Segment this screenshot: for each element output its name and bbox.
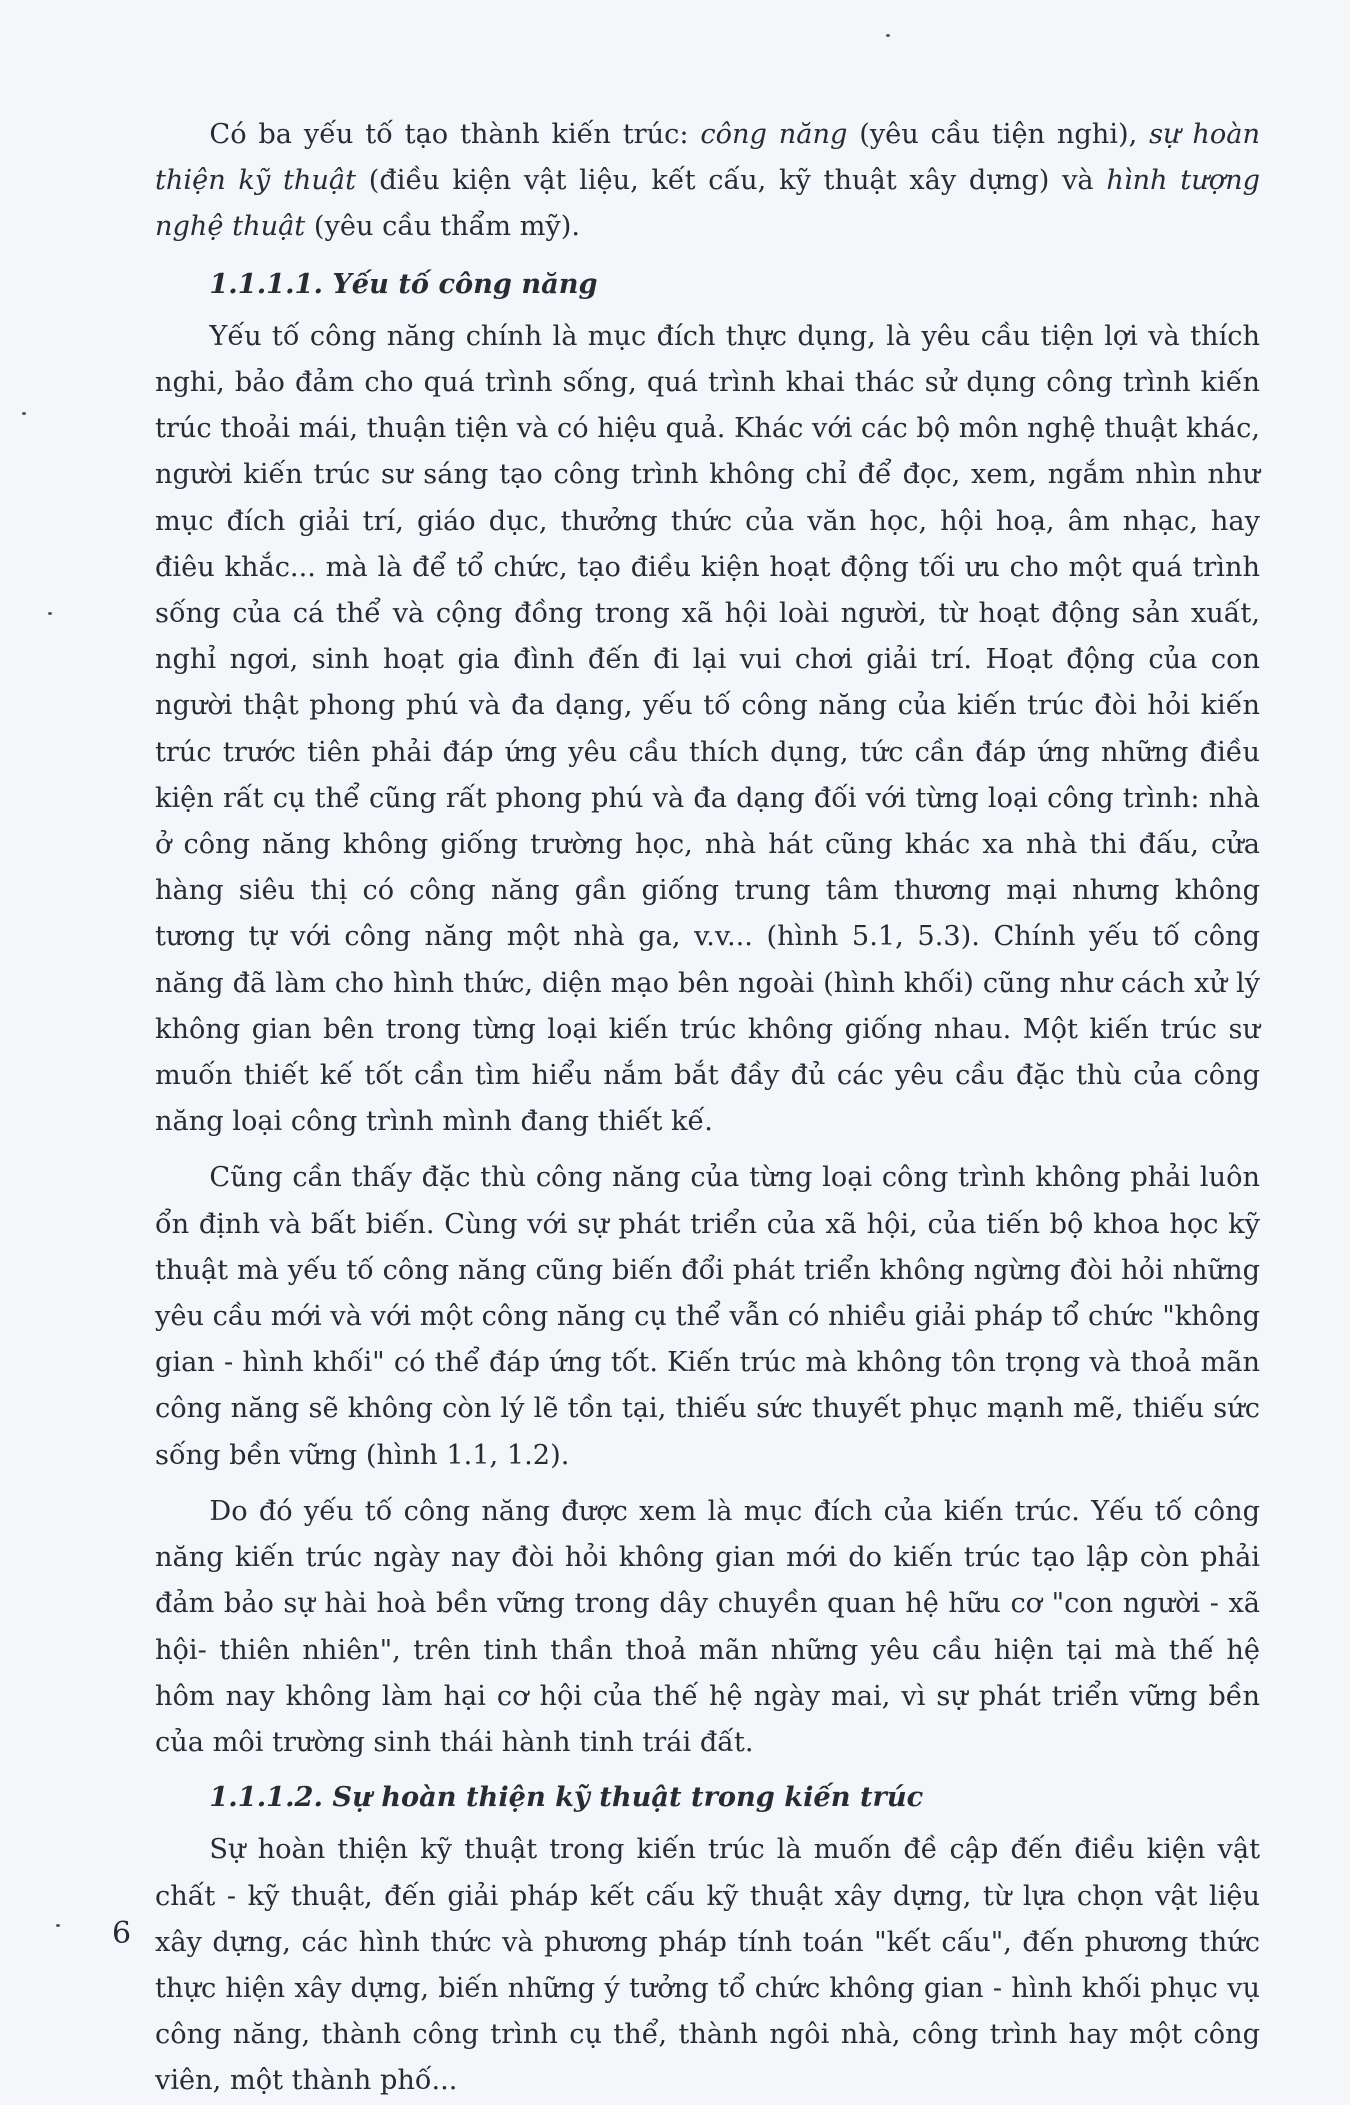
intro-paragraph xyxy=(155,112,1260,251)
function-paragraph-3: Do đó yếu tố công năng được xem là mục đích của kiến trúc. Yếu tố công năng kiến trúc ngày nay đòi hỏi không gian mới do kiến trúc tạo lập còn phải đảm bảo sự hài hoà bền vững trong dây chuyền quan hệ hữu cơ "con người - xã hội- thiên nhiên", trên tinh thần thoả mãn những yêu cầu hiện tại mà thế hệ hôm nay không làm hại cơ hội của thế hệ ngày mai, vì sự phát triển vững bền của môi trường sinh thái hành tinh trái đất. xyxy=(155,1495,1260,1758)
section-heading-function: 1.1.1.1. Yếu tố công năng xyxy=(209,267,598,300)
scan-speck-top xyxy=(886,34,890,37)
intro-term-artistic-image: hình tượng nghệ thuật xyxy=(155,165,1260,243)
page-body xyxy=(155,0,1260,2105)
intro-text-3: (điều kiện vật liệu, kết cấu, kỹ thuật xây dựng) và xyxy=(356,165,1107,197)
intro-text-1: Có ba yếu tố tạo thành kiến trúc: xyxy=(209,119,701,150)
function-paragraph-2: Cũng cần thấy đặc thù công năng của từng loại công trình không phải luôn ổn định và bất biến. Cùng với sự phát triển của xã hội, của tiến bộ khoa học kỹ thuật mà yếu tố công năng cũng biến đổi phát triển không ngừng đòi hỏi những yêu cầu mới và với một công năng cụ thể vẫn có nhiều giải pháp tổ chức "không gian - hình khối" có thể đáp ứng tốt. Kiến trúc mà không tôn trọng và thoả mãn công năng sẽ không còn lý lẽ tồn tại, thiếu sức thuyết phục mạnh mẽ, thiếu sức sống bền vững (hình 1.1, 1.2). xyxy=(155,1162,1260,1471)
intro-text-4: (yêu cầu thẩm mỹ). xyxy=(305,211,581,243)
intro-term-function: công năng xyxy=(700,119,848,150)
scan-speck-left xyxy=(22,412,26,415)
scan-speck-left-2 xyxy=(48,612,52,615)
function-paragraph-1: Yếu tố công năng chính là mục đích thực dụng, là yêu cầu tiện lợi và thích nghi, bảo đảm cho quá trình sống, quá trình khai thác sử dụng công trình kiến trúc thoải mái, thuận tiện và có hiệu quả. Khác với các bộ môn nghệ thuật khác, người kiến trúc sư sáng tạo công trình không chỉ để đọc, xem, ngắm nhìn như mục đích giải trí, giáo dục, thưởng thức của văn học, hội hoạ, âm nhạc, hay điêu khắc... mà là để tổ chức, tạo điều kiện hoạt động tối ưu cho một quá trình sống của cá thể và cộng đồng trong xã hội loài người, từ hoạt động sản xuất, nghỉ ngơi, sinh hoạt gia đình đến đi lại vui chơi giải trí. Hoạt động của con người thật phong phú và đa dạng, yếu tố công năng của kiến trúc đòi hỏi kiến trúc trước tiên phải đáp ứng yêu cầu thích dụng, tức cần đáp ứng những điều kiện rất cụ thể cũng rất phong phú và đa dạng đối với từng loại công trình: nhà ở công năng không giống trường học, nhà hát cũng khác xa nhà thi đấu, cửa hàng siêu thị có công năng gần giống trung tâm thương mại nhưng không tương tự với công năng một nhà ga, v.v... (hình 5.1, 5.3). Chính yếu tố công năng đã làm cho hình thức, diện mạo bên ngoài (hình khối) cũng như cách xử lý không gian bên trong từng loại kiến trúc không giống nhau. Một kiến trúc sư muốn thiết kế tốt cần tìm hiểu nắm bắt đầy đủ các yêu cầu đặc thù của công năng loại công trình mình đang thiết kế. xyxy=(155,320,1261,1138)
page-number: 6 xyxy=(112,1916,132,1951)
scan-speck-footer xyxy=(56,1924,60,1927)
intro-term-technique: sự hoàn thiện kỹ thuật xyxy=(155,119,1261,197)
technique-paragraph-1: Sự hoàn thiện kỹ thuật trong kiến trúc là muốn đề cập đến điều kiện vật chất - kỹ thuật, đến giải pháp kết cấu kỹ thuật xây dựng, từ lựa chọn vật liệu xây dựng, các hình thức và phương pháp tính toán "kết cấu", đến phương thức thực hiện xây dựng, biến những ý tưởng tổ chức không gian - hình khối phục vụ công năng, thành công trình cụ thể, thành ngôi nhà, công trình hay một công viên, một thành phố... xyxy=(155,1834,1260,2097)
intro-text-2: (yêu cầu tiện nghi), xyxy=(847,119,1150,150)
section-heading-technique: 1.1.1.2. Sự hoàn thiện kỹ thuật trong kiến trúc xyxy=(209,1781,924,1814)
